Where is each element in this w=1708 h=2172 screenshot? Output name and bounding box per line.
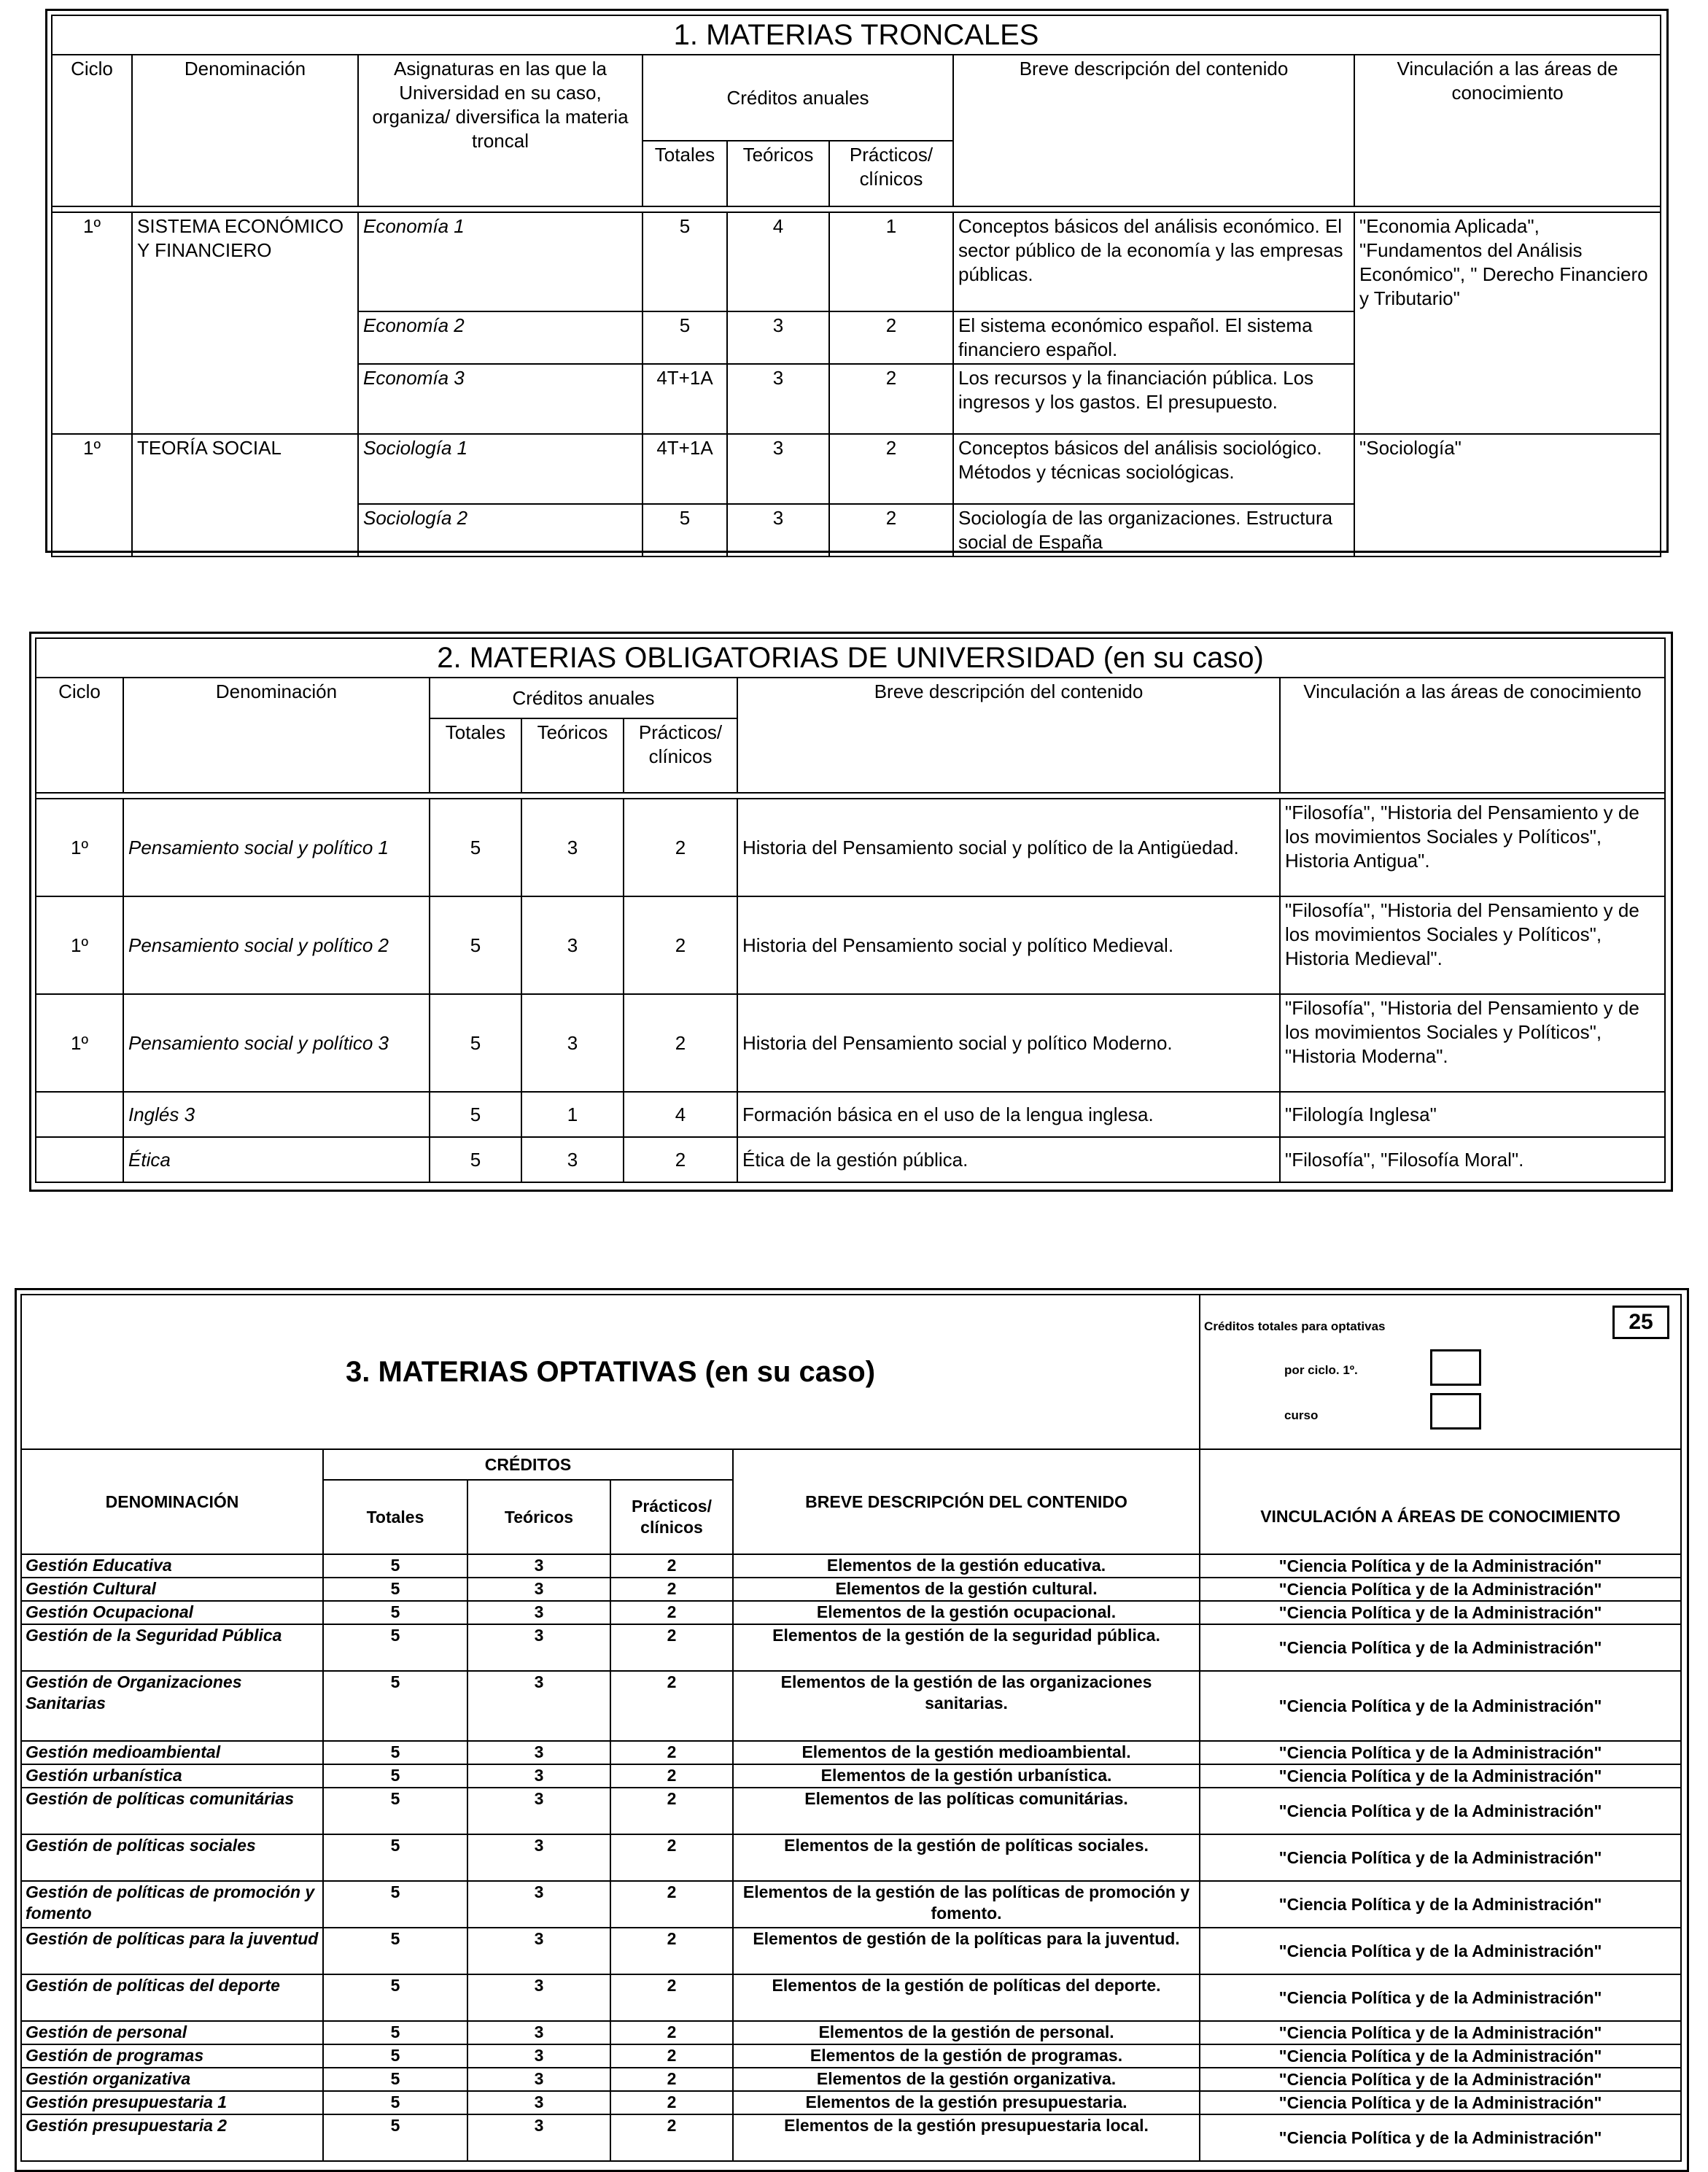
denominacion-cell: Gestión de personal [21, 2021, 323, 2044]
obligatorias-table [35, 637, 1666, 1183]
teoricos-cell: 1 [521, 1092, 624, 1137]
denominacion-cell: Gestión organizativa [21, 2068, 323, 2091]
table-row [52, 434, 1661, 504]
header-denominacion: Denominación [132, 55, 358, 206]
practicos-cell: 2 [829, 434, 953, 504]
vinculacion-cell: "Ciencia Política y de la Administración" [1200, 1601, 1681, 1624]
descripcion-cell: Conceptos básicos del análisis sociológico. Métodos y técnicas sociológicas. [953, 434, 1354, 504]
practicos-cell: 2 [610, 1578, 733, 1601]
descripcion-cell: Elementos de la gestión presupuestaria. [733, 2091, 1200, 2114]
practicos-cell: 2 [610, 1928, 733, 1974]
denominacion-cell: Gestión de políticas para la juventud [21, 1928, 323, 1974]
totales-cell: 5 [643, 212, 727, 311]
obligatorias-title: 2. MATERIAS OBLIGATORIAS DE UNIVERSIDAD (en su caso) [36, 638, 1665, 678]
descripcion-cell: Elementos de la gestión ocupacional. [733, 1601, 1200, 1624]
vinculacion-cell: "Ciencia Política y de la Administración" [1200, 2021, 1681, 2044]
table-row [21, 1741, 1681, 1764]
totales-cell: 5 [323, 1834, 467, 1881]
header-descripcion: BREVE DESCRIPCIÓN DEL CONTENIDO [733, 1449, 1200, 1554]
descripcion-cell: Elementos de la gestión de políticas sociales. [733, 1834, 1200, 1881]
practicos-cell: 2 [610, 1788, 733, 1834]
practicos-cell: 2 [610, 2044, 733, 2068]
table-row [36, 1092, 1665, 1137]
vinculacion-cell: "Economia Aplicada", "Fundamentos del Análisis Económico", " Derecho Financiero y Tributario" [1354, 212, 1661, 434]
denominacion-cell: Gestión presupuestaria 1 [21, 2091, 323, 2114]
denominacion-cell: Gestión Cultural [21, 1578, 323, 1601]
vinculacion-cell: "Filosofía", "Historia del Pensamiento y de los movimientos Sociales y Políticos", "Historia Moderna". [1280, 994, 1665, 1092]
descripcion-cell: Elementos de la gestión de las políticas de promoción y fomento. [733, 1881, 1200, 1928]
denominacion-cell: Gestión de políticas de promoción y fomento [21, 1881, 323, 1928]
totales-cell: 5 [323, 2044, 467, 2068]
ciclo-cell: 1º [36, 799, 123, 896]
vinculacion-cell: "Ciencia Política y de la Administración" [1200, 1974, 1681, 2021]
header-practicos: Prácticos/ clínicos [610, 1480, 733, 1554]
descripcion-cell: Elementos de la gestión medioambiental. [733, 1741, 1200, 1764]
teoricos-cell: 3 [467, 1554, 610, 1578]
totales-cell: 5 [430, 896, 521, 994]
teoricos-cell: 3 [467, 1928, 610, 1974]
header-creditos: Créditos anuales [430, 678, 737, 718]
teoricos-cell: 3 [467, 2114, 610, 2161]
denominacion-cell: Gestión de programas [21, 2044, 323, 2068]
table-row [21, 1881, 1681, 1928]
table-row [36, 896, 1665, 994]
denominacion-cell: TEORÍA SOCIAL [132, 434, 358, 556]
teoricos-cell: 3 [467, 2021, 610, 2044]
vinculacion-cell: "Ciencia Política y de la Administración" [1200, 2091, 1681, 2114]
descripcion-cell: El sistema económico español. El sistema financiero español. [953, 311, 1354, 364]
vinculacion-cell: "Ciencia Política y de la Administración" [1200, 1554, 1681, 1578]
vinculacion-cell: "Filología Inglesa" [1280, 1092, 1665, 1137]
descripcion-cell: Elementos de la gestión de programas. [733, 2044, 1200, 2068]
totales-cell: 5 [430, 994, 521, 1092]
ciclo-cell: 1º [36, 994, 123, 1092]
denominacion-cell: Gestión medioambiental [21, 1741, 323, 1764]
descripcion-cell: Elementos de la gestión de las organizaciones sanitarias. [733, 1671, 1200, 1741]
practicos-cell: 2 [610, 2091, 733, 2114]
denominacion-cell: Inglés 3 [123, 1092, 430, 1137]
denominacion-cell: Pensamiento social y político 3 [123, 994, 430, 1092]
header-vinculacion: Vinculación a las áreas de conocimiento [1354, 55, 1661, 206]
table-row [36, 994, 1665, 1092]
optativas-body [21, 1554, 1681, 2161]
practicos-cell: 2 [610, 1974, 733, 2021]
header-vinculacion: VINCULACIÓN A ÁREAS DE CONOCIMIENTO [1200, 1449, 1681, 1554]
header-asignaturas: Asignaturas en las que la Universidad en su caso, organiza/ diversifica la materia troncal [358, 55, 643, 206]
descripcion-cell: Elementos de la gestión educativa. [733, 1554, 1200, 1578]
table-row [21, 1764, 1681, 1788]
creditos-totales-value: 25 [1612, 1306, 1669, 1339]
por-ciclo-box[interactable] [1430, 1349, 1481, 1386]
troncales-table [51, 15, 1661, 557]
teoricos-cell: 3 [467, 1764, 610, 1788]
descripcion-cell: Los recursos y la financiación pública. Los ingresos y los gastos. El presupuesto. [953, 364, 1354, 434]
header-denominacion: DENOMINACIÓN [21, 1449, 323, 1554]
totales-cell: 5 [323, 1764, 467, 1788]
totales-cell: 5 [643, 504, 727, 556]
practicos-cell: 2 [610, 1601, 733, 1624]
vinculacion-cell: "Ciencia Política y de la Administración" [1200, 1764, 1681, 1788]
practicos-cell: 2 [610, 1624, 733, 1671]
teoricos-cell: 3 [467, 1601, 610, 1624]
descripcion-cell: Elementos de la gestión cultural. [733, 1578, 1200, 1601]
teoricos-cell: 3 [467, 1578, 610, 1601]
teoricos-cell: 3 [467, 1624, 610, 1671]
practicos-cell: 2 [610, 1554, 733, 1578]
teoricos-cell: 3 [467, 1834, 610, 1881]
totales-cell: 5 [323, 1671, 467, 1741]
descripcion-cell: Historia del Pensamiento social y político Moderno. [737, 994, 1280, 1092]
totales-cell: 5 [323, 1578, 467, 1601]
header-creditos: CRÉDITOS [323, 1449, 733, 1480]
descripcion-cell: Elementos de la gestión urbanística. [733, 1764, 1200, 1788]
practicos-cell: 2 [610, 1881, 733, 1928]
table-row [21, 1788, 1681, 1834]
table-row [21, 1624, 1681, 1671]
totales-cell: 5 [323, 1974, 467, 2021]
teoricos-cell: 3 [727, 311, 829, 364]
denominacion-cell: Gestión de políticas comunitárias [21, 1788, 323, 1834]
header-denominacion: Denominación [123, 678, 430, 793]
header-teoricos: Teóricos [521, 718, 624, 793]
teoricos-cell: 3 [521, 994, 624, 1092]
header-ciclo: Ciclo [52, 55, 132, 206]
totales-cell: 5 [323, 1741, 467, 1764]
denominacion-cell: Gestión de Organizaciones Sanitarias [21, 1671, 323, 1741]
totales-cell: 5 [430, 1137, 521, 1182]
descripcion-cell: Elementos de la gestión organizativa. [733, 2068, 1200, 2091]
vinculacion-cell: "Ciencia Política y de la Administración" [1200, 1671, 1681, 1741]
table-row [21, 1974, 1681, 2021]
practicos-cell: 2 [829, 364, 953, 434]
practicos-cell: 2 [610, 2068, 733, 2091]
descripcion-cell: Elementos de la gestión de la seguridad pública. [733, 1624, 1200, 1671]
asignatura-cell: Sociología 2 [358, 504, 643, 556]
denominacion-cell: Ética [123, 1137, 430, 1182]
totales-cell: 5 [323, 1881, 467, 1928]
optativas-table [20, 1294, 1682, 2162]
practicos-cell: 2 [610, 1834, 733, 1881]
ciclo-cell: 1º [36, 896, 123, 994]
practicos-cell: 2 [610, 1741, 733, 1764]
vinculacion-cell: "Ciencia Política y de la Administración" [1200, 2114, 1681, 2161]
denominacion-cell: Gestión urbanística [21, 1764, 323, 1788]
totales-cell: 5 [323, 2021, 467, 2044]
teoricos-cell: 3 [727, 504, 829, 556]
ciclo-cell [36, 1092, 123, 1137]
curso-label: curso [1284, 1408, 1319, 1422]
descripcion-cell: Elementos de las políticas comunitárias. [733, 1788, 1200, 1834]
table-row [21, 2021, 1681, 2044]
totales-cell: 5 [323, 2091, 467, 2114]
teoricos-cell: 3 [467, 2091, 610, 2114]
teoricos-cell: 3 [521, 1137, 624, 1182]
denominacion-cell: Pensamiento social y político 1 [123, 799, 430, 896]
teoricos-cell: 3 [467, 1881, 610, 1928]
practicos-cell: 2 [610, 1764, 733, 1788]
practicos-cell: 2 [610, 1671, 733, 1741]
teoricos-cell: 3 [467, 2068, 610, 2091]
denominacion-cell: Gestión Ocupacional [21, 1601, 323, 1624]
totales-cell: 5 [323, 2114, 467, 2161]
descripcion-cell: Ética de la gestión pública. [737, 1137, 1280, 1182]
teoricos-cell: 3 [467, 2044, 610, 2068]
practicos-cell: 2 [610, 2114, 733, 2161]
practicos-cell: 2 [624, 799, 737, 896]
totales-cell: 5 [430, 799, 521, 896]
practicos-cell: 2 [829, 504, 953, 556]
denominacion-cell: Gestión de políticas sociales [21, 1834, 323, 1881]
troncales-title: 1. MATERIAS TRONCALES [52, 15, 1661, 55]
header-totales: Totales [323, 1480, 467, 1554]
descripcion-cell: Elementos de la gestión de políticas del deporte. [733, 1974, 1200, 2021]
practicos-cell: 1 [829, 212, 953, 311]
header-totales: Totales [643, 141, 727, 206]
totales-cell: 5 [643, 311, 727, 364]
practicos-cell: 2 [624, 896, 737, 994]
denominacion-cell: SISTEMA ECONÓMICO Y FINANCIERO [132, 212, 358, 434]
header-teoricos: Teóricos [727, 141, 829, 206]
teoricos-cell: 3 [727, 364, 829, 434]
table-row [36, 799, 1665, 896]
teoricos-cell: 3 [727, 434, 829, 504]
vinculacion-cell: "Filosofía", "Historia del Pensamiento y de los movimientos Sociales y Políticos", Historia Antigua". [1280, 799, 1665, 896]
vinculacion-cell: "Ciencia Política y de la Administración" [1200, 1741, 1681, 1764]
descripcion-cell: Elementos de la gestión de personal. [733, 2021, 1200, 2044]
creditos-panel [1200, 1295, 1681, 1449]
practicos-cell: 2 [624, 1137, 737, 1182]
table-row [21, 2114, 1681, 2161]
asignatura-cell: Economía 3 [358, 364, 643, 434]
optativas-title: 3. MATERIAS OPTATIVAS (en su caso) [21, 1295, 1200, 1449]
ciclo-cell: 1º [52, 212, 132, 434]
teoricos-cell: 3 [467, 1788, 610, 1834]
vinculacion-cell: "Ciencia Política y de la Administración" [1200, 1624, 1681, 1671]
vinculacion-cell: "Ciencia Política y de la Administración" [1200, 1788, 1681, 1834]
header-ciclo: Ciclo [36, 678, 123, 793]
practicos-cell: 4 [624, 1092, 737, 1137]
vinculacion-cell: "Ciencia Política y de la Administración" [1200, 1578, 1681, 1601]
curso-box[interactable] [1430, 1393, 1481, 1430]
ciclo-cell: 1º [52, 434, 132, 556]
practicos-cell: 2 [610, 2021, 733, 2044]
header-teoricos: Teóricos [467, 1480, 610, 1554]
denominacion-cell: Gestión presupuestaria 2 [21, 2114, 323, 2161]
header-vinculacion: Vinculación a las áreas de conocimiento [1280, 678, 1665, 793]
totales-cell: 5 [323, 2068, 467, 2091]
descripcion-cell: Sociología de las organizaciones. Estructura social de España [953, 504, 1354, 556]
asignatura-cell: Economía 1 [358, 212, 643, 311]
table-row [21, 1834, 1681, 1881]
teoricos-cell: 3 [467, 1974, 610, 2021]
denominacion-cell: Gestión de políticas del deporte [21, 1974, 323, 2021]
totales-cell: 5 [323, 1554, 467, 1578]
asignatura-cell: Economía 2 [358, 311, 643, 364]
totales-cell: 5 [430, 1092, 521, 1137]
vinculacion-cell: "Filosofía", "Filosofía Moral". [1280, 1137, 1665, 1182]
totales-cell: 4T+1A [643, 364, 727, 434]
totales-cell: 5 [323, 1624, 467, 1671]
table-row [21, 1601, 1681, 1624]
totales-cell: 5 [323, 1601, 467, 1624]
descripcion-cell: Elementos de la gestión presupuestaria local. [733, 2114, 1200, 2161]
totales-cell: 5 [323, 1928, 467, 1974]
descripcion-cell: Conceptos básicos del análisis económico. El sector público de la economía y las empresas públicas. [953, 212, 1354, 311]
vinculacion-cell: "Ciencia Política y de la Administración" [1200, 1928, 1681, 1974]
vinculacion-cell: "Ciencia Política y de la Administración" [1200, 1881, 1681, 1928]
vinculacion-cell: "Ciencia Política y de la Administración" [1200, 2068, 1681, 2091]
table-row [52, 212, 1661, 311]
table-row [21, 1928, 1681, 1974]
practicos-cell: 2 [624, 994, 737, 1092]
vinculacion-cell: "Filosofía", "Historia del Pensamiento y de los movimientos Sociales y Políticos", Historia Medieval". [1280, 896, 1665, 994]
vinculacion-cell: "Sociología" [1354, 434, 1661, 556]
asignatura-cell: Sociología 1 [358, 434, 643, 504]
teoricos-cell: 3 [521, 799, 624, 896]
table-row [21, 1578, 1681, 1601]
header-descripcion: Breve descripción del contenido [953, 55, 1354, 206]
table-row [21, 1671, 1681, 1741]
header-creditos: Créditos anuales [643, 55, 953, 141]
creditos-totales-label: Créditos totales para optativas [1204, 1319, 1386, 1333]
teoricos-cell: 4 [727, 212, 829, 311]
totales-cell: 4T+1A [643, 434, 727, 504]
denominacion-cell: Gestión de la Seguridad Pública [21, 1624, 323, 1671]
totales-cell: 5 [323, 1788, 467, 1834]
denominacion-cell: Pensamiento social y político 2 [123, 896, 430, 994]
descripcion-cell: Formación básica en el uso de la lengua inglesa. [737, 1092, 1280, 1137]
header-descripcion: Breve descripción del contenido [737, 678, 1280, 793]
header-totales: Totales [430, 718, 521, 793]
table-row [21, 1554, 1681, 1578]
table-row [21, 2091, 1681, 2114]
descripcion-cell: Historia del Pensamiento social y político de la Antigüedad. [737, 799, 1280, 896]
vinculacion-cell: "Ciencia Política y de la Administración" [1200, 2044, 1681, 2068]
practicos-cell: 2 [829, 311, 953, 364]
header-practicos: Prácticos/ clínicos [624, 718, 737, 793]
vinculacion-cell: "Ciencia Política y de la Administración" [1200, 1834, 1681, 1881]
teoricos-cell: 3 [467, 1671, 610, 1741]
teoricos-cell: 3 [521, 896, 624, 994]
table-row [21, 2044, 1681, 2068]
por-ciclo-label: por ciclo. 1º. [1284, 1363, 1358, 1377]
header-practicos: Prácticos/ clínicos [829, 141, 953, 206]
descripcion-cell: Elementos de gestión de la políticas para la juventud. [733, 1928, 1200, 1974]
table-row [36, 1137, 1665, 1182]
table-row [21, 2068, 1681, 2091]
denominacion-cell: Gestión Educativa [21, 1554, 323, 1578]
descripcion-cell: Historia del Pensamiento social y político Medieval. [737, 896, 1280, 994]
ciclo-cell [36, 1137, 123, 1182]
teoricos-cell: 3 [467, 1741, 610, 1764]
